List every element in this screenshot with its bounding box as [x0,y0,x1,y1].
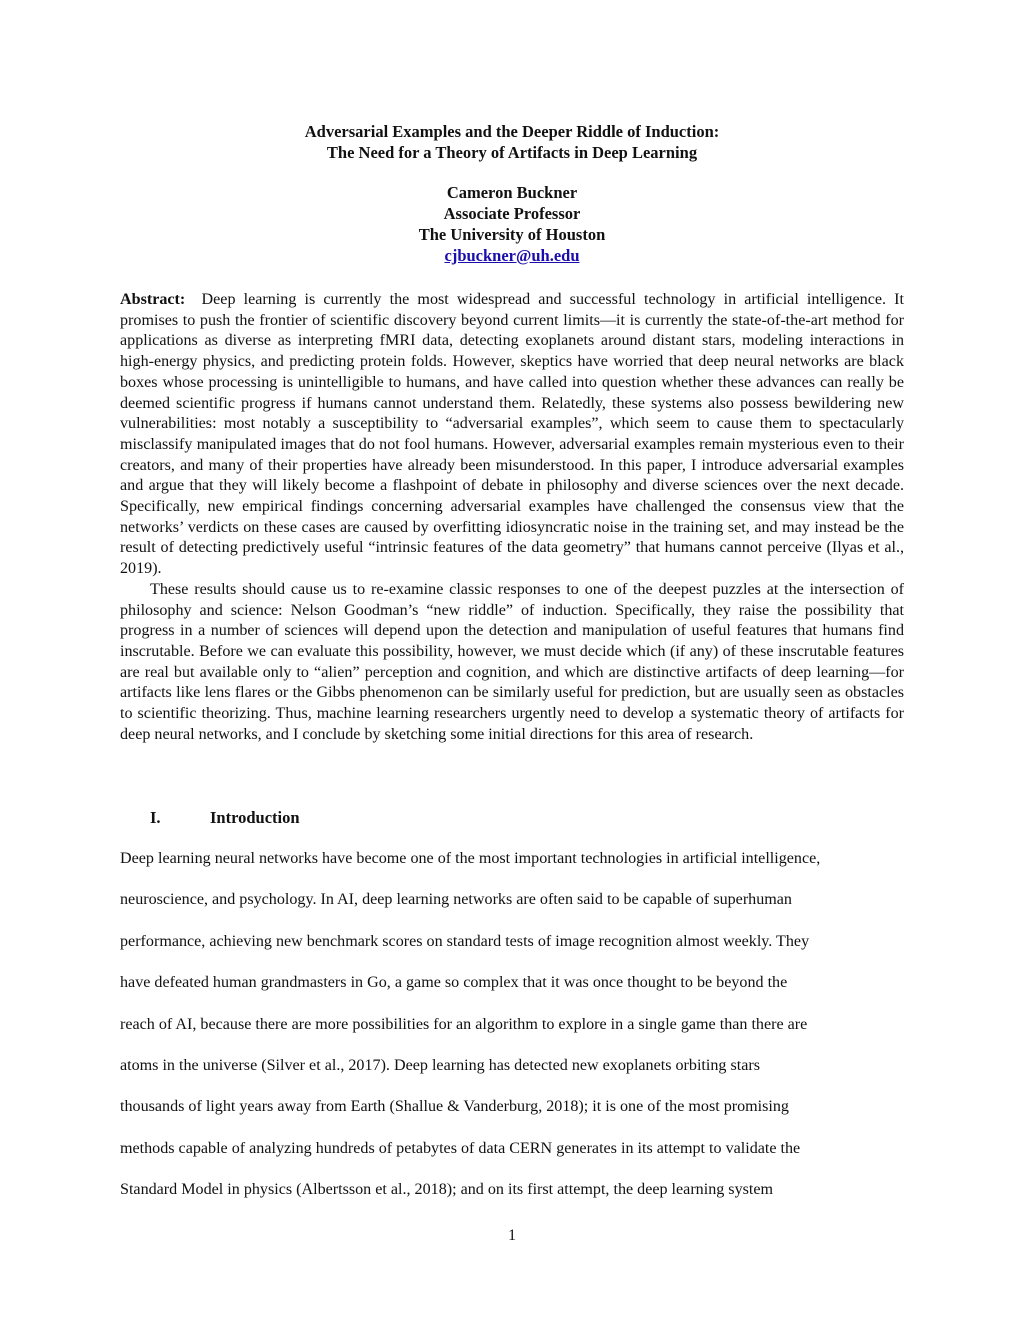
section-title: Introduction [210,808,300,827]
title-line-1: Adversarial Examples and the Deeper Riddle of Induction: [304,122,720,141]
abstract [120,290,904,745]
intro-line: atoms in the universe (Silver et al., 2017). Deep learning has detected new exoplanets orbiting stars [120,1056,760,1074]
intro-line: have defeated human grandmasters in Go, a game so complex that it was once thought to be beyond the [120,974,788,992]
page-number: 1 [507,1227,517,1244]
introduction-body [120,848,904,1221]
author-affiliation: The University of Houston [418,225,606,244]
abstract-paragraph-1 [120,290,904,580]
intro-line: thousands of light years away from Earth (Shallue & Vanderburg, 2018); it is one of the most promising [120,1098,789,1116]
author-title: Associate Professor [443,204,581,223]
intro-line: reach of AI, because there are more possibilities for an algorithm to explore in a single game than there are [120,1015,808,1033]
intro-line: Standard Model in physics (Albertsson et al., 2018); and on its first attempt, the deep learning system [120,1181,774,1199]
author-email-link[interactable]: cjbuckner@uh.edu [444,246,580,265]
intro-line: methods capable of analyzing hundreds of petabytes of data CERN generates in its attempt to validate the [120,1139,801,1157]
section-heading-introduction [120,807,300,828]
abstract-paragraph-1-text: Deep learning is currently the most widespread and successful technology in artificial intelligence. It promises to push the frontier of scientific discovery beyond current limits—it is currently the state-of-the-art method for applications as diverse as interpreting fMRI data, detecting exoplanets around distant stars, modeling interactions in high-energy physics, and predicting protein folds. However, skeptics have worried that deep neural networks are black boxes whose processing is unintelligible to humans, and have called into question whether these advances can really be deemed scientific progress if humans cannot understand them. Relatedly, these systems also possess bewildering new vulnerabilities: most notably a susceptibility to “adversarial examples”, which seem to cause them to spectacularly misclassify manipulated images that do not fool humans. However, adversarial examples remain mysterious even to their creators, and many of their properties have already been misunderstood. In this paper, I introduce adversarial examples and argue that they will likely become a flashpoint of debate in philosophy and diverse sciences over the next decade. Specifically, new empirical findings concerning adversarial examples have challenged the consensus view that the networks’ verdicts on these cases are caused by overfitting idiosyncratic noise in the training set, and may instead be the result of detecting predictively useful “intrinsic features of the data geometry” that humans cannot perceive (Ilyas et al., 2019). [120,291,905,578]
title-line-2: The Need for a Theory of Artifacts in Deep Learning [326,143,698,162]
paper-title [120,121,904,163]
author-info [120,182,904,266]
intro-line: performance, achieving new benchmark scores on standard tests of image recognition almost weekly. They [120,932,810,950]
intro-line: Deep learning neural networks have become one of the most important technologies in artificial intelligence, [120,850,821,867]
abstract-label: Abstract: [120,291,186,308]
author-name: Cameron Buckner [446,183,578,202]
intro-line: neuroscience, and psychology. In AI, deep learning networks are often said to be capable of superhuman [120,891,792,909]
section-number: I. [150,808,161,827]
abstract-paragraph-2: These results should cause us to re-examine classic responses to one of the deepest puzzles at the intersection of philosophy and science: Nelson Goodman’s “new riddle” of induction. Specifically, they raise the possibility that progress in a number of sciences will depend upon the detection and manipulation of useful features that humans find inscrutable. Before we can evaluate this possibility, however, we must decide which (if any) of these inscrutable features are real but available only to “alien” perception and cognition, and which are distinctive artifacts of deep learning—for artifacts like lens flares or the Gibbs phenomenon can be similarly useful for prediction, but are usually seen as obstacles to scientific theorizing. Thus, machine learning researchers urgently need to develop a systematic theory of artifacts for deep neural networks, and I conclude by sketching some initial directions for this area of research. [120,580,904,743]
